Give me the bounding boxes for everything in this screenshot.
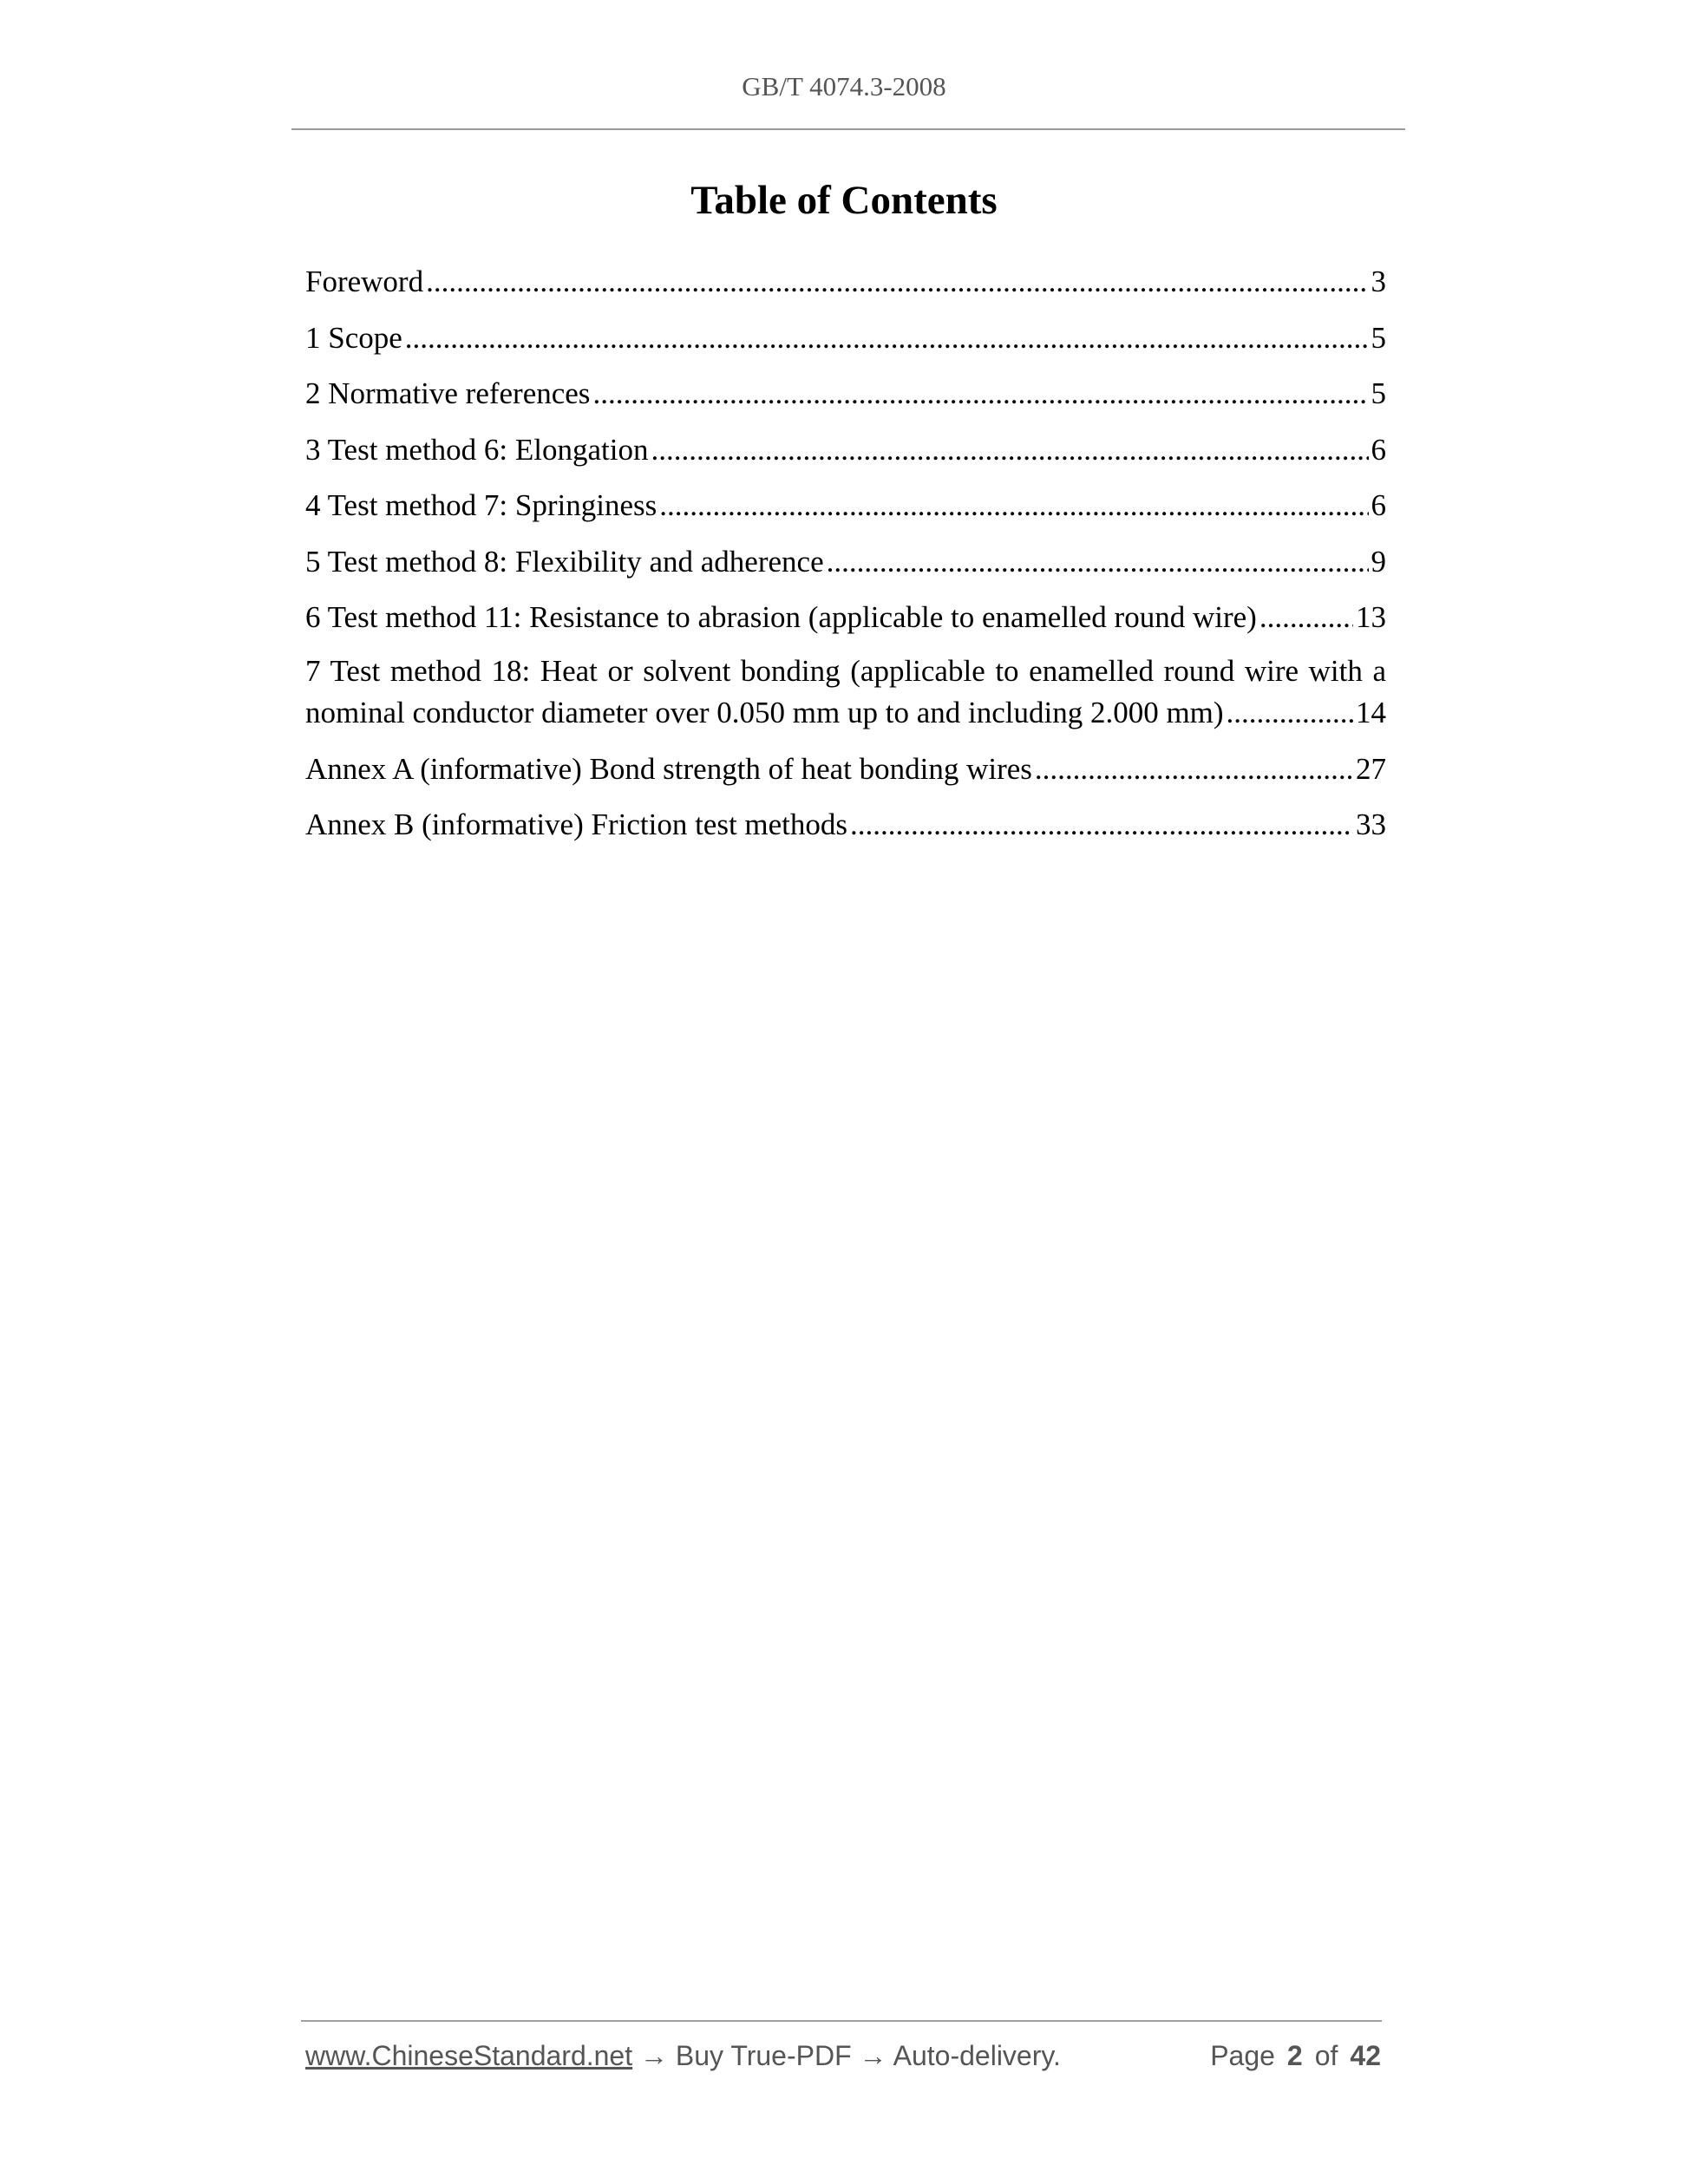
toc-entry-label: 5 Test method 8: Flexibility and adherence (305, 544, 824, 579)
toc-entry-page: 5 (1371, 320, 1386, 355)
toc-entry-page: 14 (1356, 695, 1386, 729)
document-id-header: GB/T 4074.3-2008 (742, 71, 946, 101)
arrow-right-icon: → (859, 2040, 887, 2071)
page-footer (305, 2040, 1381, 2075)
dot-leader (592, 372, 1368, 415)
auto-delivery-text: Auto-delivery. (893, 2040, 1061, 2071)
toc-entry-label: Foreword (305, 265, 424, 298)
toc-entry-foreword[interactable] (305, 260, 1386, 317)
table-of-contents (305, 260, 1386, 860)
arrow-right-icon: → (640, 2040, 668, 2071)
toc-entry-label: 1 Scope (305, 320, 402, 355)
toc-entry-annex-a[interactable] (305, 748, 1386, 804)
dot-leader (1259, 596, 1353, 639)
toc-entry-label-line1: 7 Test method 18: Heat or solvent bonding (applicable to enamelled round wire with a (305, 653, 1386, 688)
toc-entry-abrasion[interactable] (305, 596, 1386, 652)
current-page-number: 2 (1286, 2040, 1303, 2071)
dot-leader (850, 803, 1353, 847)
header-divider (291, 128, 1405, 130)
toc-entry-page: 13 (1356, 600, 1386, 634)
footer-divider (301, 2020, 1382, 2022)
toc-entry-page: 5 (1371, 376, 1386, 410)
toc-entry-bonding[interactable] (305, 651, 1386, 734)
toc-entry-page: 27 (1356, 751, 1386, 786)
toc-entry-label: 2 Normative references (305, 376, 591, 410)
toc-entry-page: 9 (1371, 544, 1386, 579)
toc-entry-normative-references[interactable] (305, 372, 1386, 428)
toc-entry-elongation[interactable] (305, 428, 1386, 485)
total-page-count: 42 (1350, 2040, 1381, 2071)
page-title: Table of Contents (690, 178, 998, 223)
dot-leader (651, 428, 1368, 472)
toc-entry-label: 6 Test method 11: Resistance to abrasion (applicable to enamelled round wire) (305, 600, 1257, 634)
toc-entry-label: Annex B (informative) Friction test methods (305, 808, 848, 841)
toc-entry-scope[interactable] (305, 317, 1386, 373)
toc-entry-label-line2: nominal conductor diameter over 0.050 mm up to and including 2.000 mm) (305, 695, 1224, 729)
dot-leader (1227, 692, 1353, 734)
toc-entry-label: Annex A (informative) Bond strength of heat bonding wires (305, 751, 1032, 786)
toc-entry-page: 3 (1371, 265, 1386, 298)
dot-leader (426, 260, 1368, 304)
toc-entry-springiness[interactable] (305, 484, 1386, 540)
page-indicator (1210, 2040, 1381, 2072)
toc-entry-label: 3 Test method 6: Elongation (305, 432, 649, 467)
toc-entry-annex-b[interactable] (305, 803, 1386, 860)
buy-true-pdf-text: Buy True-PDF (675, 2040, 852, 2071)
toc-entry-page: 6 (1371, 432, 1386, 467)
dot-leader (659, 484, 1368, 527)
toc-entry-label: 4 Test method 7: Springiness (305, 488, 658, 522)
toc-entry-page: 33 (1356, 808, 1386, 841)
of-label: of (1314, 2040, 1338, 2071)
dot-leader (827, 540, 1369, 584)
toc-entry-page: 6 (1371, 488, 1386, 522)
dot-leader (405, 317, 1369, 360)
toc-entry-flexibility[interactable] (305, 540, 1386, 597)
chinesestandard-link[interactable]: www.ChineseStandard.net (305, 2040, 633, 2071)
dot-leader (1035, 748, 1353, 791)
page-label: Page (1210, 2040, 1275, 2071)
